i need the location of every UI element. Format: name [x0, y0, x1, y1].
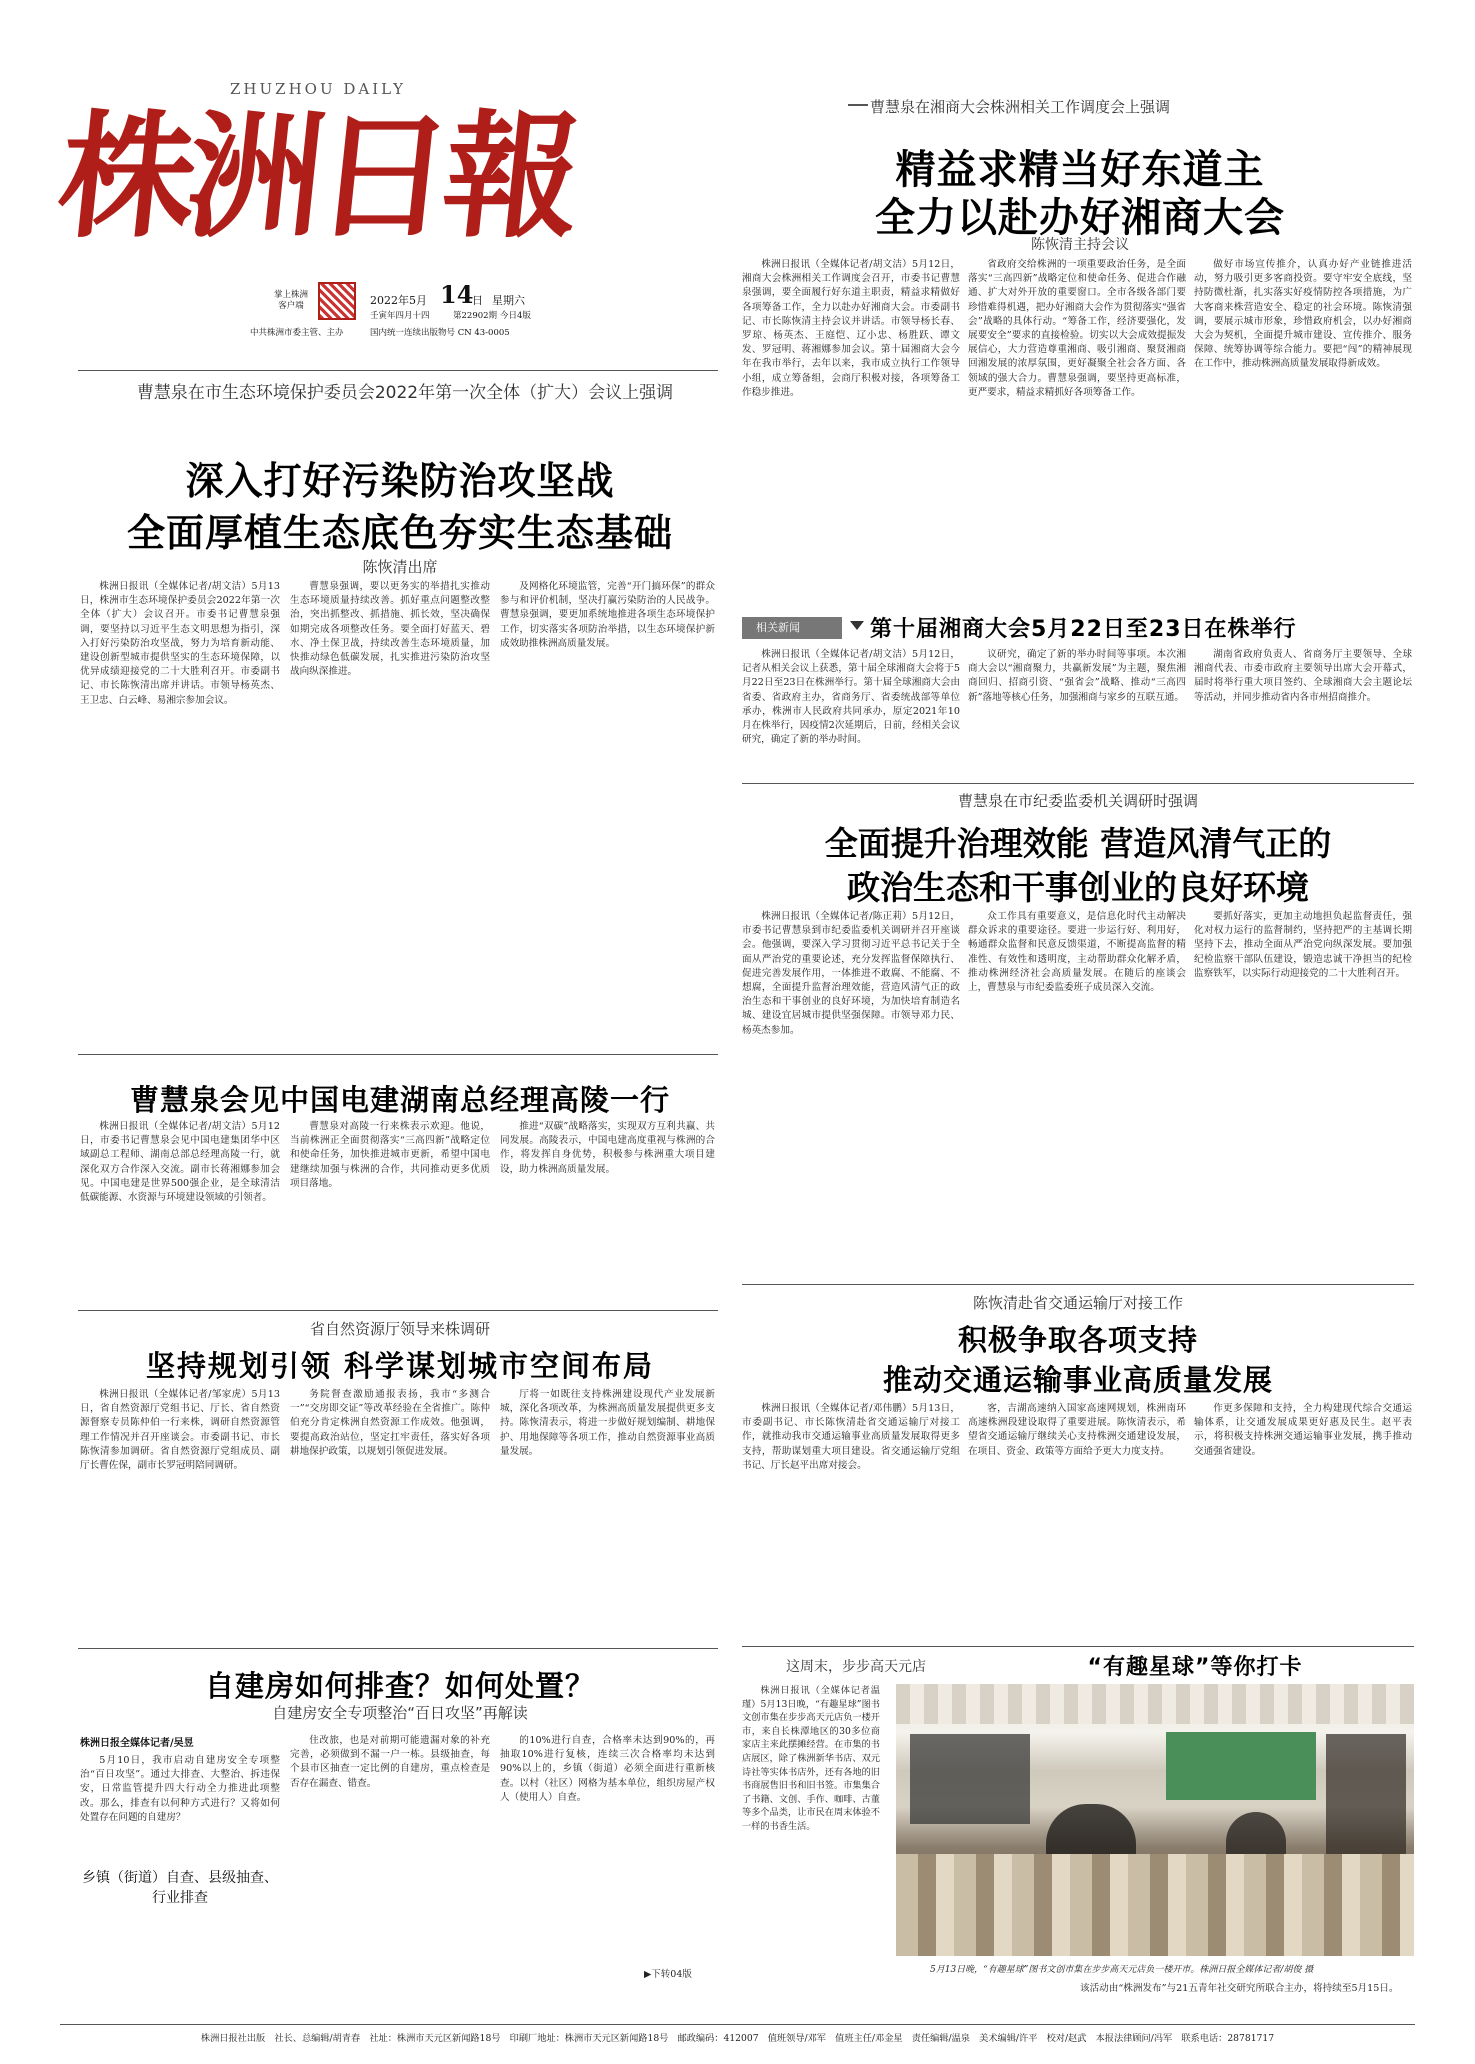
top-headline-2: 全力以赴办好湘商大会: [875, 195, 1285, 241]
left3-kicker: 省自然资源厅领导来株调研: [309, 1320, 490, 1338]
right-body-col2: 客，吉湖高速纳入国家高速网规划，株洲南环高速株洲段建设取得了重要进展。陈恢清表示，希望省交通运输厅继续关心支持株洲交通建设发展，在项目、资金、政策等方面给予更大力度支持。: [968, 1403, 1186, 1457]
left1-top-rule: [78, 370, 718, 371]
sponsor: 中共株洲市委主管、主办: [250, 328, 344, 338]
top-body-col3: 做好市场宣传推介，认真办好产业链推进活动，努力吸引更多客商投资。要守牢安全底线，坚持防微杜渐，扎实落实好疫情防控各项措施，为广大客商来株营造安全、稳定的社会环境。陈恢清强调，要展示城市形象，珍惜政府机会，以办好湘商大会为契机，全面提升城市建设、宣传推介、服务保障、统筹协调等综合能力。要把“闯”的精神展现在工作中，推动株洲高质量发展取得新成效。: [1194, 259, 1412, 370]
mid-body-col2: 众工作具有重要意义，是信息化时代主动解决群众诉求的重要途径。要进一步运行好、利用好，畅通群众监督和民意反馈渠道，不断提高监督的精准性、有效性和透明度，主动帮助群众化解矛盾，推动株洲经济社会高质量发展。在随后的座谈会上，曹慧泉与市纪委监委班子成员深入交流。: [968, 911, 1186, 994]
left3-headline: 坚持规划引领 科学谋划城市空间布局: [145, 1349, 655, 1383]
mid-top-rule: [742, 783, 1414, 784]
left3-body-col2: 务院督查激励通报表扬，我市“多测合一”“交房即交证”等改革经验在全省推广。陈仲伯充分肯定株洲自然资源工作成效。他强调，要提高政治站位，坚定扛牢责任，落实好各项耕地保护政策，以规划引领促进发展。: [290, 1389, 490, 1457]
top-body-col2: 省政府交给株洲的一项重要政治任务，是全面落实“三高四新”战略定位和使命任务、促进合作融通、扩大对外开放的重要窗口。全市各级各部门要珍惜难得机遇，把办好湘商大会作为贯彻落实“强省会”战略的具体行动。“筹备工作，经济要强化，发展要安全”要求的直接检验。切实以大会成效提振发展信心，大力营造尊重湘商、吸引湘商、聚贤湘商回湘发展的浓厚氛围，更好凝聚全社会各方面、各领域的强大合力。曹慧泉强调，要坚持更高标准，更严要求，精益求精抓好各项筹备工作。: [968, 259, 1186, 398]
left2-body-col2: 曹慧泉对高陵一行来株表示欢迎。他说，当前株洲正全面贯彻落实“三高四新”战略定位和使命任务，加快推进城市更新，希望中国电建继续加强与株洲的合作，共同推动更多优质项目落地。: [290, 1121, 490, 1189]
top-headline-1: 精益求精当好东道主: [895, 147, 1265, 193]
kicker-rule-left: [848, 104, 868, 106]
related-body-col2: 议研究，确定了新的举办时间等事项。本次湘商大会以“湘商聚力，共赢新发展”为主题，聚焦湘商回归、招商引资、“强省会”战略、推动“三高四新”落地等核心任务，加强湘商与家乡的互联互通。: [968, 649, 1186, 703]
right-body-col1: 株洲日报讯（全媒体记者/邓伟鹏）5月13日，市委副书记、市长陈恢清赴省交通运输厅对接工作，就推动我市交通运输事业高质量发展取得更多支持，帮助谋划重大项目建设。省交通运输厅党组书记、厅长赵平出席对接会。: [742, 1403, 960, 1471]
left4-body-col3: 的10%进行自查，合格率未达到90%的，再抽取10%进行复核，连续三次合格率均未达到90%以上的，乡镇（街道）必须全面进行重新核查。以村（社区）网格为基本单位，组织房屋产权人（使用人）自查。: [500, 1735, 715, 1803]
left4-body-col1: 5月10日，我市启动自建房安全专项整治“百日攻坚”。通过大排查、大整治、拆违保安，日常监管提升四大行动全力推进此项整改。那么，排查有以何种方式进行？又将如何处置存在问题的自建房？: [80, 1755, 280, 1823]
left1-headline-2: 全面厚植生态底色夯实生态基础: [126, 511, 673, 555]
related-headline: 第十届湘商大会5月22日至23日在株举行: [870, 617, 1297, 642]
right-body-col3: 作更多保障和支持，全力构建现代综合交通运输体系，让交通发展成果更好惠及民生。赵平表示，将积极支持株洲交通运输事业发展，携手推动交通强省建设。: [1194, 1403, 1412, 1457]
photo-endnote: 该活动由“株洲发布”与21五青年社交研究所联合主办，将持续至5月15日。: [1080, 1983, 1399, 1994]
photo-top-rule: [742, 1646, 1414, 1647]
top-byline: 陈恢清主持会议: [1031, 237, 1129, 253]
page-count: 今日4版: [500, 311, 531, 321]
mid-headline-2: 政治生态和干事创业的良好环境: [847, 868, 1309, 907]
footer-rule: [60, 2024, 1415, 2025]
left4-byline: 株洲日报全媒体记者/吴昱: [80, 1738, 194, 1749]
mid-body-col3: 要抓好落实，更加主动地担负起监督责任，强化对权力运行的监督制约，坚持把严的主基调长期坚持下去，推动全面从严治党向纵深发展。要加强纪检监察干部队伍建设，锻造忠诚干净担当的纪检监察铁军，以实际行动迎接党的二十大胜利召开。: [1194, 911, 1412, 979]
issue-day: 14: [440, 280, 474, 309]
related-body-col1: 株洲日报讯（全媒体记者/胡文洁）5月12日，记者从相关会议上获悉，第十届全球湘商大会将于5月22日至23日在株洲举行。第十届全球湘商大会由省委、省政府主办，省商务厅、省委统战部等单位承办，株洲市人民政府共同承办，原定2021年10月在株举行，因疫情2次延期后，日前，经相关会议研究，确定了新的举办时间。: [742, 649, 960, 746]
issue-number: 第22902期: [453, 311, 498, 321]
right-headline-2: 推动交通运输事业高质量发展: [882, 1363, 1273, 1397]
photo-body: 株洲日报讯（全媒体记者温瑾）5月13日晚，“有趣星球”图书文创市集在步步高天元店负一楼开市，来自长株潭地区的30多位商家店主来此摆摊经营。在市集的书店展区，除了株洲新华书店、双元诗社等实体书店外，还有各地的旧书商展售旧书和旧书签。市集集合了书籍、文创、手作、咖啡、古董等多个品类，让市民在周末体验不一样的书香生活。: [742, 1685, 880, 1832]
masthead-english: ZHUZHOU DAILY: [230, 80, 407, 98]
right-headline-1: 积极争取各项支持: [957, 1323, 1198, 1357]
issue-date-suffix: 日: [472, 294, 483, 307]
left2-body-col3: 推进“双碳”战略落实，实现双方互利共赢、共同发展。高陵表示，中国电建高度重视与株洲的合作，将发挥自身优势，积极参与株洲重大项目建设，助力株洲高质量发展。: [500, 1121, 715, 1175]
mid-kicker: 曹慧泉在市纪委监委机关调研时强调: [957, 792, 1198, 810]
related-arrow-icon: [850, 621, 864, 630]
app-label: 掌上株洲 客户端: [273, 290, 308, 311]
masthead-logo: 株洲日報: [51, 97, 581, 257]
left2-body-col1: 株洲日报讯（全媒体记者/胡文洁）5月12日，市委书记曹慧泉会见中国电建集团华中区域副总工程师、湖南总部总经理高陵一行，就深化双方合作深入交流。副市长蒋湘娜参加会见。中国电建是世界500强企业，是全球清洁低碳能源、水资源与环境建设领域的引领者。: [80, 1121, 280, 1204]
left1-headline-1: 深入打好污染防治攻坚战: [185, 459, 615, 503]
left1-body-col3: 及网格化环境监管，完善“开门搞环保”的群众参与和评价机制，坚决打赢污染防治的人民战争。曹慧泉强调，要更加系统地推进各项生态环境保护工作，切实落实各项防治举措，以生态环境保护新成效助推株洲高质量发展。: [500, 581, 715, 649]
right-top-rule: [742, 1284, 1414, 1285]
left1-byline: 陈恢清出席: [362, 558, 438, 576]
left4-top-rule: [78, 1648, 718, 1649]
left2-headline: 曹慧泉会见中国电建湖南总经理高陵一行: [129, 1083, 670, 1117]
lunar-date: 壬寅年四月十四: [370, 311, 430, 321]
left4-subhead: 自建房安全专项整治“百日攻坚”再解读: [272, 1704, 528, 1722]
left3-body-col3: 厅将一如既往支持株洲建设现代产业发展新城，深化各项改革，为株洲高质量发展提供更多支持。陈恢清表示，将进一步做好规划编制、耕地保护、用地保障等各项工作，推动自然资源事业高质量发展。: [500, 1389, 715, 1457]
mid-body-col1: 株洲日报讯（全媒体记者/陈正莉）5月12日，市委书记曹慧泉到市纪委监委机关调研并召开座谈会。他强调，要深入学习贯彻习近平总书记关于全面从严治党的重要论述，充分发挥监督保障执行、促进完善发展作用，一体推进不敢腐、不能腐、不想腐，全面提升监督治理效能，营造风清气正的政治生态和干事创业的良好环境，为加快培育制造名城、建设宜居城市提供坚强保障。市领导邓力民、杨英杰参加。: [742, 911, 960, 1036]
left3-body-col1: 株洲日报讯（全媒体记者/邹家虎）5月13日，省自然资源厅党组书记、厅长、省自然资源督察专员陈仲伯一行来株，调研自然资源管理工作情况并召开座谈会。市委副书记、市长陈恢清参加调研。省自然资源厅党组成员、副厅长曹佐保，副市长罗冠明陪同调研。: [80, 1389, 280, 1472]
weekday: 星期六: [492, 294, 525, 307]
left2-top-rule: [78, 1054, 718, 1055]
right-kicker: 陈恢清赴省交通运输厅对接工作: [972, 1294, 1183, 1312]
mid-headline-1: 全面提升治理效能 营造风清气正的: [824, 824, 1332, 863]
photo-headline: “有趣星球”等你打卡: [1087, 1655, 1303, 1680]
qr-code[interactable]: [318, 282, 356, 320]
left1-body-col1: 株洲日报讯（全媒体记者/胡文洁）5月13日，株洲市生态环境保护委员会2022年第一次全体（扩大）会议召开。市委书记曹慧泉强调，要坚持以习近平生态文明思想为指引，深入打好污染防治攻坚战，努力为培育新动能、建设创新型城市提供坚实的生态环境保障，以优异成绩迎接党的二十大胜利召开。市委副书记、市长陈恢清出席并讲话。市领导杨英杰、王卫忠、白云峰、易湘宗参加会议。: [80, 581, 280, 706]
top-body-col1: 株洲日报讯（全媒体记者/胡文洁）5月12日，湘商大会株洲相关工作调度会召开，市委书记曹慧泉强调，要全面履行好东道主职责，精益求精做好各项筹备工作，全力以赴办好湘商大会。市委副书记、市长陈恢清主持会议并讲话。市领导杨长春、罗琼、杨英杰、王庭恺、辽小忠、杨胜跃、谭文发、罗冠明、蒋湘娜参加会议。第十届湘商大会今年在我市举行，去年以来，我市成立执行工作领导小组，成立筹备组，会商厅积极对接，各项筹备工作稳步推进。: [742, 259, 960, 398]
left3-top-rule: [78, 1310, 718, 1311]
related-news-tag: 相关新闻: [742, 617, 842, 639]
left1-kicker: 曹慧泉在市生态环境保护委员会2022年第一次全体（扩大）会议上强调: [136, 383, 674, 403]
related-body-col3: 湖南省政府负责人、省商务厅主要领导、全球湘商代表、市委市政府主要领导出席大会开幕式，届时将举行重大项目签约、全球湘商大会主题论坛等活动，并同步推动省内各市州招商推介。: [1194, 649, 1412, 703]
photo-caption: 5月13日晚，“有趣星球”图书文创市集在步步高天元店负一楼开市。株洲日报全媒体记者/胡俊 摄: [930, 1965, 1314, 1975]
left4-body-col2: 住改旅，也是对前期可能遗漏对象的补充完善，必须做到不漏一户一栋。县级抽查，每个县市区抽查一定比例的自建房，重点检查是否存在漏查、错查。: [290, 1735, 490, 1789]
photo-kicker: 这周末，步步高天元店: [786, 1659, 926, 1675]
top-kicker: 曹慧泉在湘商大会株洲相关工作调度会上强调: [870, 98, 1171, 116]
market-photo: [896, 1684, 1414, 1956]
footer-imprint: 株洲日报社出版 社长、总编辑/胡青春 社址：株洲市天元区新闻路18号 印刷厂地址：株洲市天元区新闻路18号 邮政编码：412007 值班领导/邓军 值班主任/邓金星 责任编辑/温泉 美术编辑/许平 校对/赵武 本报法律顾问/冯军 联系电话：28781717: [200, 2033, 1275, 2044]
issue-date-prefix: 2022年5月: [370, 294, 427, 307]
left1-body-col2: 曹慧泉强调，要以更务实的举措扎实推动生态环境质量持续改善。抓好重点问题整改整治，突出抓整改、抓措施、抓长效，坚决确保如期完成各项整改任务。要全面打好蓝天、碧水、净土保卫战，持续改善生态环境质量，加快推动绿色低碳发展，扎实推进污染防治攻坚战向纵深推进。: [290, 581, 490, 678]
left4-headline: 自建房如何排查？如何处置？: [204, 1669, 595, 1703]
left4-jump-link[interactable]: ▶下转04版: [644, 1969, 692, 1980]
left4-question-title: 乡镇（街道）自查、县级抽查、行业排查: [82, 1870, 278, 1906]
cn-number: 国内统一连续出版物号 CN 43-0005: [370, 328, 510, 338]
